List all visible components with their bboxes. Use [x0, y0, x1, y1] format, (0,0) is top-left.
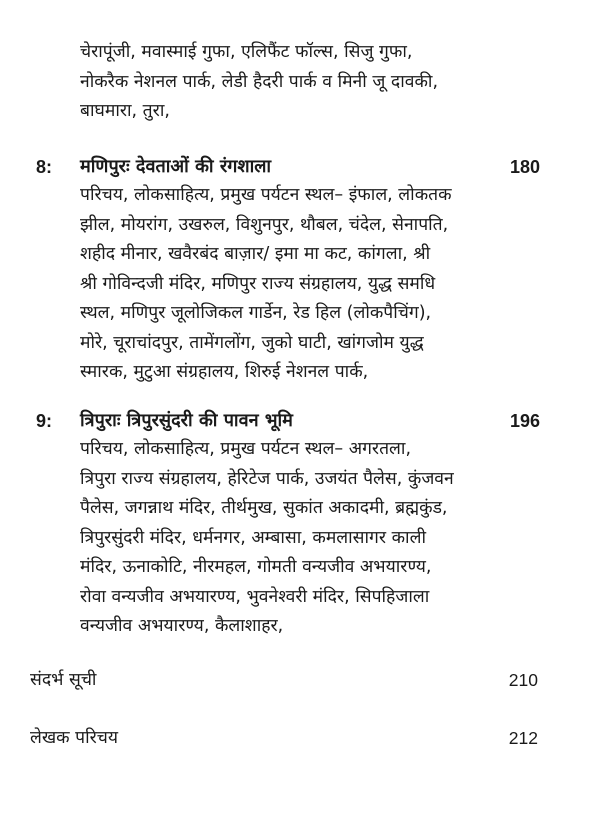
chapter-number: 9:: [36, 411, 53, 431]
topic-line: श्री गोविन्दजी मंदिर, मणिपुर राज्य संग्रहालय, युद्ध समधि: [80, 273, 436, 294]
chapter-page-number: 180: [509, 157, 540, 177]
topic-line: बाघमारा, तुरा,: [80, 101, 170, 121]
topic-line: परिचय, लोकसाहित्य, प्रमुख पर्यटन स्थल– इंफाल, लोकतक: [80, 185, 452, 205]
topic-line: शहीद मीनार, खवैरबंद बाज़ार/ इमा मा कट, कांगला, श्री: [80, 244, 431, 264]
topic-line: मोरे, चूराचांदपुर, तामेंगलोंग, जुको घाटी, खांगजोम युद्ध: [80, 332, 424, 353]
topic-line: स्मारक, मुटुआ संग्रहालय, शिरुई नेशनल पार्क,: [80, 362, 369, 382]
topic-line: पैलेस, जगन्नाथ मंदिर, तीर्थमुख, सुकांत अकादमी, ब्रह्मकुंड,: [80, 498, 448, 518]
toc-entry-title: लेखक परिचय: [30, 728, 119, 748]
topic-line: स्थल, मणिपुर जूलोजिकल गार्डेन, रेड हिल (लोकपैचिंग),: [80, 303, 432, 323]
topic-line: मंदिर, ऊनाकोटि, नीरमहल, गोमती वन्यजीव अभयारण्य,: [80, 557, 432, 577]
chapter-topic-list: [80, 181, 480, 388]
topic-line: त्रिपुरसुंदरी मंदिर, धर्मनगर, अम्बासा, कमलासागर काली: [80, 527, 426, 548]
toc-entry-page-number: 210: [508, 670, 538, 690]
chapter-page-number: 196: [509, 411, 540, 431]
topic-line: रोवा वन्यजीव अभयारण्य, भुवनेश्वरी मंदिर, सिपहिजाला: [80, 586, 430, 607]
chapter-title: मणिपुरः देवताओं की रंगशाला: [80, 156, 272, 177]
topic-line: नोकरैक नेशनल पार्क, लेडी हैदरी पार्क व मिनी जू दावकी,: [80, 71, 439, 92]
topic-line: परिचय, लोकसाहित्य, प्रमुख पर्यटन स्थल– अगरतला,: [80, 439, 412, 459]
topic-line: त्रिपुरा राज्य संग्रहालय, हेरिटेज पार्क, उजयंत पैलेस, कुंजवन: [80, 468, 454, 489]
chapter-number: 8:: [36, 157, 53, 177]
toc-entry-page-number: 212: [508, 728, 538, 748]
top-topic-list: [80, 38, 480, 127]
topic-line: चेरापूंजी, मवास्माई गुफा, एलिफैंट फॉल्स, सिजु गुफा,: [80, 42, 413, 62]
toc-entry-title: संदर्भ सूची: [30, 670, 97, 690]
topic-line: झील, मोयरांग, उखरुल, विशुनपुर, थौबल, चंदेल, सेनापति,: [80, 214, 449, 235]
chapter-topic-list: [80, 435, 480, 642]
topic-line: वन्यजीव अभयारण्य, कैलाशाहर,: [80, 616, 284, 636]
chapter-title: त्रिपुराः त्रिपुरसुंदरी की पावन भूमि: [80, 410, 293, 431]
